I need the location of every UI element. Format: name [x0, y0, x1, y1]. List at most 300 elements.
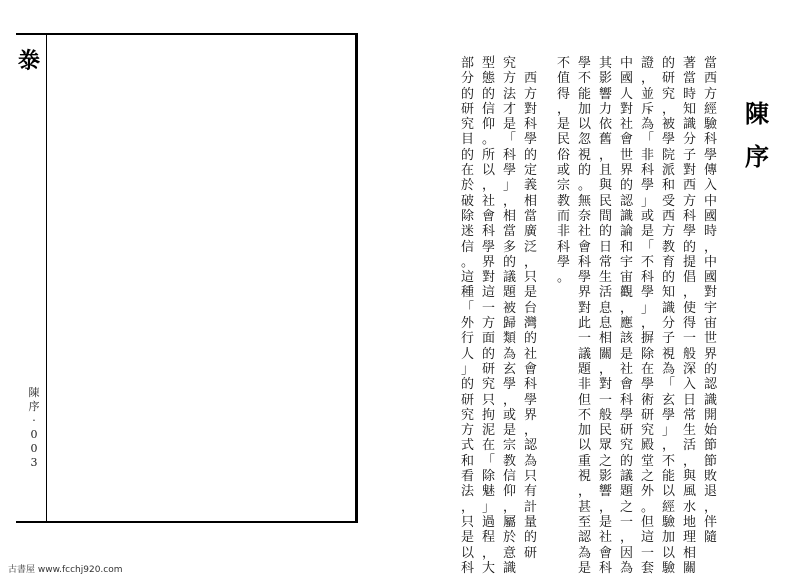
text-char: 驗	[703, 117, 717, 133]
text-char: 開	[703, 407, 717, 423]
text-char: 破	[460, 193, 474, 209]
text-char: 時	[703, 224, 717, 240]
text-char: 拘	[481, 407, 495, 423]
text-char: 」	[661, 423, 675, 439]
text-char: 科	[640, 163, 654, 179]
text-char: 型	[481, 56, 495, 71]
text-char: 界	[523, 407, 537, 423]
text-char: 視	[577, 147, 591, 163]
text-char: 會	[598, 545, 612, 561]
text-char: 分	[682, 132, 696, 148]
text-char: ，	[598, 361, 612, 377]
text-char: 程	[481, 530, 495, 546]
text-column	[595, 56, 616, 576]
text-char: 子	[682, 147, 696, 163]
text-char: 為	[619, 560, 633, 576]
text-char: 科	[481, 224, 495, 240]
text-char: 或	[640, 208, 654, 224]
text-char: 社	[619, 361, 633, 377]
text-char: 但	[640, 514, 654, 530]
text-char: 方	[523, 86, 537, 102]
text-char: 義	[523, 178, 537, 194]
text-char: 倡	[682, 270, 696, 286]
text-char: 得	[556, 86, 570, 102]
text-char: 的	[502, 254, 516, 270]
text-char: 宗	[502, 438, 516, 454]
text-char: 傳	[703, 163, 717, 179]
text-char: 驗	[661, 514, 675, 530]
text-char: 一	[598, 392, 612, 408]
text-char: 究	[481, 377, 495, 393]
text-char: 研	[523, 545, 537, 561]
text-char: 學	[619, 407, 633, 423]
text-char: 為	[502, 346, 516, 362]
text-char: 識	[502, 560, 516, 576]
text-char: 」	[640, 193, 654, 209]
text-char: 玄	[502, 361, 516, 377]
text-char: 非	[640, 147, 654, 163]
text-char: 一	[640, 545, 654, 561]
text-char: 為	[523, 453, 537, 469]
text-char: 科	[502, 147, 516, 163]
text-char: 當	[502, 224, 516, 240]
text-char: 中	[619, 56, 633, 71]
text-char: 社	[523, 346, 537, 362]
text-char: ，	[661, 101, 675, 117]
text-char: 只	[523, 270, 537, 286]
text-char: 學	[577, 56, 591, 71]
text-char: ，	[577, 484, 591, 500]
text-char: 是	[502, 117, 516, 133]
text-char: 而	[556, 208, 570, 224]
text-char: 西	[703, 71, 717, 87]
text-char: 除	[460, 208, 474, 224]
text-char: 響	[598, 86, 612, 102]
text-char: 對	[619, 101, 633, 117]
text-char: 究	[502, 56, 516, 71]
text-char: 該	[619, 331, 633, 347]
text-char: 知	[661, 285, 675, 301]
text-char: 育	[661, 254, 675, 270]
text-char: 學	[523, 132, 537, 148]
text-char: 的	[661, 270, 675, 286]
text-char: 究	[661, 86, 675, 102]
text-char: ，	[619, 530, 633, 546]
text-char: 方	[481, 316, 495, 332]
text-char: 敗	[703, 469, 717, 485]
text-char: 。	[481, 132, 495, 148]
text-char: 人	[619, 86, 633, 102]
text-char: 此	[577, 316, 591, 332]
text-char: ，	[460, 499, 474, 515]
text-char: 驗	[661, 560, 675, 576]
text-char: 使	[682, 300, 696, 316]
text-char: 西	[661, 208, 675, 224]
text-column	[574, 56, 595, 576]
text-char: 甚	[577, 499, 591, 515]
text-char: 在	[460, 163, 474, 179]
text-column	[520, 56, 541, 561]
text-char: 應	[619, 316, 633, 332]
text-char: 有	[523, 484, 537, 500]
text-char: 觀	[619, 285, 633, 301]
text-char: 不	[640, 254, 654, 270]
text-char: 與	[598, 178, 612, 194]
text-char: 國	[703, 208, 717, 224]
text-char: 多	[502, 239, 516, 255]
text-char: 泛	[523, 239, 537, 255]
text-char: 一	[682, 331, 696, 347]
text-char: 力	[598, 101, 612, 117]
text-char: 魅	[481, 484, 495, 500]
text-char: 摒	[640, 331, 654, 347]
text-char: 是	[523, 285, 537, 301]
text-char: 不	[577, 71, 591, 87]
text-char: 學	[502, 377, 516, 393]
text-char: 類	[502, 331, 516, 347]
text-char: 學	[502, 163, 516, 179]
text-char: ，	[502, 193, 516, 209]
text-char: 生	[598, 270, 612, 286]
text-char: 題	[619, 484, 633, 500]
text-char: 國	[619, 71, 633, 87]
text-char: 會	[577, 239, 591, 255]
text-column	[478, 56, 499, 576]
text-char: 對	[598, 377, 612, 393]
text-char: 「	[460, 300, 474, 316]
text-char: 灣	[523, 316, 537, 332]
text-char: 節	[703, 453, 717, 469]
text-char: 或	[556, 163, 570, 179]
text-char: 究	[640, 423, 654, 439]
text-char: 宗	[556, 178, 570, 194]
text-char: ，	[703, 499, 717, 515]
text-char: 無	[577, 193, 591, 209]
text-char: 術	[640, 392, 654, 408]
text-char: 與	[682, 469, 696, 485]
text-char: ，	[598, 499, 612, 515]
text-char: 深	[682, 361, 696, 377]
text-char: 斥	[640, 101, 654, 117]
text-char: 知	[682, 101, 696, 117]
text-char: 科	[460, 560, 474, 576]
text-char: 只	[523, 469, 537, 485]
text-char: 不	[577, 407, 591, 423]
side-marker-char: 0	[30, 442, 38, 455]
text-char: 信	[481, 101, 495, 117]
text-char: 。	[556, 270, 570, 286]
text-char: 科	[523, 377, 537, 393]
text-char: 影	[598, 71, 612, 87]
text-char: 外	[460, 316, 474, 332]
text-char: 眾	[598, 438, 612, 454]
text-char: ，	[523, 254, 537, 270]
text-char: 提	[682, 254, 696, 270]
text-char: 科	[598, 560, 612, 576]
text-char: 是	[640, 224, 654, 240]
text-char: 議	[577, 346, 591, 362]
text-char: 堂	[640, 453, 654, 469]
text-char: 關	[598, 346, 612, 362]
text-char: 科	[523, 117, 537, 133]
text-char: 信	[460, 239, 474, 255]
text-char: 是	[598, 514, 612, 530]
text-char: 迷	[460, 224, 474, 240]
text-char: 科	[619, 392, 633, 408]
text-char: 國	[703, 270, 717, 286]
text-char: 般	[598, 407, 612, 423]
text-char: 認	[577, 530, 591, 546]
text-char: 著	[682, 56, 696, 71]
text-char: 加	[577, 423, 591, 439]
text-char: 台	[523, 300, 537, 316]
text-char: 並	[640, 86, 654, 102]
text-char: 的	[460, 377, 474, 393]
text-char: 視	[577, 469, 591, 485]
text-char: ，	[619, 300, 633, 316]
text-char: 中	[703, 193, 717, 209]
text-char: ，	[640, 316, 654, 332]
text-char: 視	[661, 346, 675, 362]
text-char: 科	[640, 270, 654, 286]
text-char: 影	[598, 469, 612, 485]
text-char: 學	[682, 224, 696, 240]
text-char: 究	[460, 117, 474, 133]
text-column	[679, 56, 700, 576]
text-char: 生	[682, 423, 696, 439]
text-char: 隨	[703, 530, 717, 546]
side-marker-char: 0	[30, 428, 38, 441]
text-char: 玄	[661, 392, 675, 408]
text-char: 研	[661, 71, 675, 87]
text-char: 學	[703, 147, 717, 163]
text-char: 之	[640, 469, 654, 485]
text-char: 研	[640, 407, 654, 423]
text-char: 的	[460, 147, 474, 163]
text-char: ，	[502, 392, 516, 408]
text-char: 值	[556, 71, 570, 87]
text-char: 「	[640, 132, 654, 148]
text-char: 宙	[703, 316, 717, 332]
text-char: 息	[598, 300, 612, 316]
text-char: 科	[577, 254, 591, 270]
text-char: 以	[481, 163, 495, 179]
text-char: 法	[460, 484, 474, 500]
text-char: 之	[598, 453, 612, 469]
text-char: 泥	[481, 423, 495, 439]
text-char: 舊	[598, 132, 612, 148]
text-char: 相	[598, 331, 612, 347]
text-char: 相	[523, 193, 537, 209]
text-char: ，	[502, 499, 516, 515]
text-char: 西	[523, 71, 537, 87]
text-char: 界	[703, 346, 717, 362]
text-char: 重	[577, 453, 591, 469]
text-char: 相	[682, 545, 696, 561]
text-char: 當	[523, 208, 537, 224]
text-char: 宙	[619, 270, 633, 286]
text-char: 其	[598, 56, 612, 71]
text-char: 界	[619, 163, 633, 179]
text-char: 外	[640, 484, 654, 500]
text-char: 於	[502, 530, 516, 546]
text-char: 的	[481, 86, 495, 102]
text-char: 認	[703, 377, 717, 393]
text-char: 一	[619, 514, 633, 530]
text-char: 學	[661, 407, 675, 423]
text-char: 識	[661, 300, 675, 316]
text-char: 的	[661, 56, 675, 71]
text-char: 定	[523, 163, 537, 179]
text-char: 關	[682, 560, 696, 576]
text-char: 「	[481, 453, 495, 469]
text-char: 間	[598, 208, 612, 224]
text-char: 相	[502, 208, 516, 224]
text-char: ，	[661, 438, 675, 454]
text-char: 響	[598, 484, 612, 500]
text-char: 對	[682, 163, 696, 179]
text-char: 不	[556, 56, 570, 71]
text-char: 意	[502, 545, 516, 561]
frame-inner-rule	[46, 33, 47, 523]
text-char: 認	[523, 438, 537, 454]
text-char: 學	[556, 254, 570, 270]
text-char: 除	[481, 469, 495, 485]
text-char: 「	[661, 377, 675, 393]
text-char: 被	[661, 117, 675, 133]
text-char: 。	[577, 178, 591, 194]
text-char: 入	[703, 178, 717, 194]
text-char: 宇	[619, 254, 633, 270]
text-char: 得	[682, 316, 696, 332]
text-char: 以	[661, 484, 675, 500]
text-char: 的	[523, 331, 537, 347]
text-char: 證	[640, 56, 654, 71]
text-char: 一	[481, 300, 495, 316]
text-char: 所	[481, 147, 495, 163]
text-char: 節	[703, 438, 717, 454]
text-char: 學	[640, 285, 654, 301]
text-char: 界	[577, 285, 591, 301]
text-column	[637, 56, 658, 576]
text-char: 常	[598, 254, 612, 270]
text-char: 。	[640, 499, 654, 515]
page-title	[737, 92, 777, 178]
text-char: 時	[682, 86, 696, 102]
text-column	[700, 56, 721, 546]
text-char: 信	[502, 469, 516, 485]
text-char: 為	[661, 361, 675, 377]
side-page-marker	[26, 386, 42, 470]
text-char: 退	[703, 484, 717, 500]
text-char: 在	[481, 438, 495, 454]
text-char: 始	[703, 423, 717, 439]
text-char: 行	[460, 331, 474, 347]
text-char: 的	[523, 530, 537, 546]
text-char: 研	[460, 101, 474, 117]
text-char: ，	[598, 147, 612, 163]
text-char: 中	[703, 254, 717, 270]
text-char: 科	[703, 132, 717, 148]
text-char: 理	[682, 530, 696, 546]
text-char: 究	[619, 438, 633, 454]
text-char: 不	[661, 453, 675, 469]
text-char: 經	[703, 101, 717, 117]
text-char	[523, 56, 538, 71]
text-char: 「	[502, 132, 516, 148]
text-char: 息	[598, 316, 612, 332]
text-char: 會	[481, 208, 495, 224]
text-char: 題	[577, 361, 591, 377]
text-char: 西	[682, 178, 696, 194]
text-char: 」	[502, 178, 516, 194]
text-char: 俗	[556, 147, 570, 163]
text-char: 會	[619, 132, 633, 148]
text-char: 種	[460, 285, 474, 301]
text-char: 社	[619, 117, 633, 133]
text-char: 才	[502, 101, 516, 117]
text-char: 是	[502, 423, 516, 439]
text-char: 方	[703, 86, 717, 102]
side-header-glyph: 𣳾	[18, 48, 41, 74]
text-char: 這	[640, 530, 654, 546]
text-char: 但	[577, 392, 591, 408]
text-char: 識	[682, 117, 696, 133]
text-char: 和	[661, 178, 675, 194]
binding-frame	[16, 33, 358, 523]
text-char: 和	[460, 453, 474, 469]
site-watermark: 古書屋 www.fcchj920.com	[8, 565, 123, 575]
text-char: 因	[619, 545, 633, 561]
text-char: 社	[598, 530, 612, 546]
text-column	[553, 56, 574, 285]
text-char: 伴	[703, 514, 717, 530]
text-char: ，	[703, 239, 717, 255]
text-char: 看	[460, 469, 474, 485]
text-char: 當	[682, 71, 696, 87]
text-char: 套	[640, 560, 654, 576]
text-char: 」	[640, 300, 654, 316]
text-char: 一	[577, 331, 591, 347]
text-char: 民	[598, 423, 612, 439]
text-char: 這	[481, 285, 495, 301]
text-char: 為	[577, 545, 591, 561]
text-char: 奈	[577, 208, 591, 224]
text-char: 日	[598, 239, 612, 255]
text-char: 依	[598, 117, 612, 133]
text-char: 以	[661, 545, 675, 561]
text-char: 的	[577, 163, 591, 179]
text-char: 的	[481, 346, 495, 362]
text-char: 活	[682, 438, 696, 454]
text-char: 是	[577, 560, 591, 576]
text-char: 方	[661, 224, 675, 240]
text-char: 社	[577, 224, 591, 240]
text-char: 是	[460, 530, 474, 546]
text-char: 加	[577, 101, 591, 117]
text-char: ，	[640, 71, 654, 87]
side-marker-char: 序	[28, 400, 40, 413]
text-char: 的	[619, 178, 633, 194]
text-char: 科	[556, 239, 570, 255]
text-char: 部	[460, 56, 474, 71]
text-char: 的	[460, 86, 474, 102]
text-column	[616, 56, 637, 576]
text-char: 過	[481, 514, 495, 530]
text-char: 是	[556, 117, 570, 133]
text-char: 屬	[502, 514, 516, 530]
text-char: 且	[598, 163, 612, 179]
